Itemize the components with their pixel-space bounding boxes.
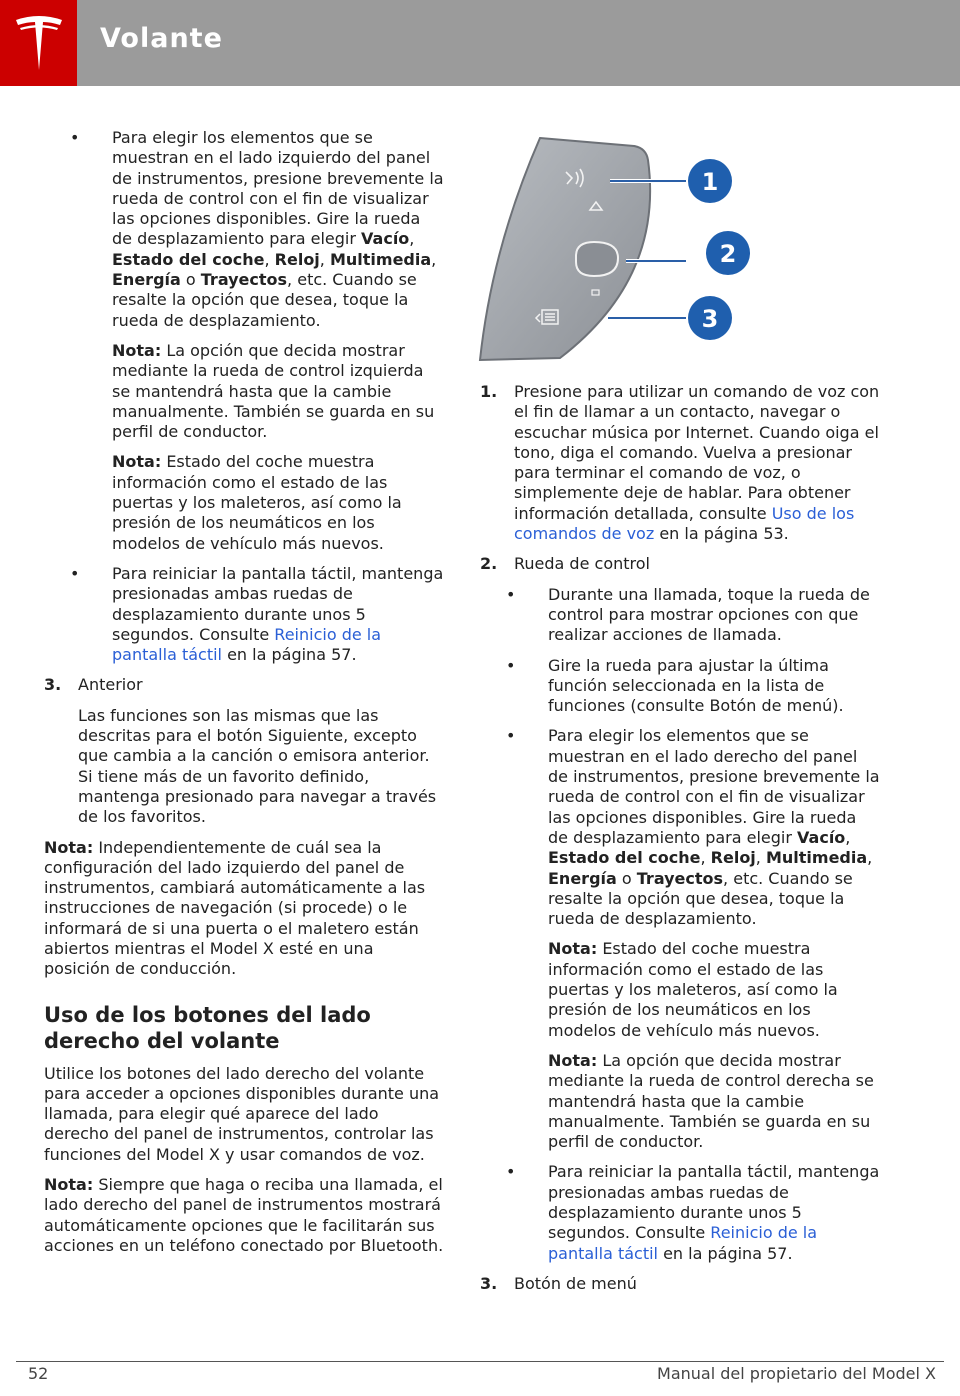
touchscreen-reset-link[interactable]: Reinicio de la pantalla táctil [548, 1223, 818, 1263]
list-item: • Para reiniciar la pantalla táctil, mantenga presionadas ambas ruedas de desplazamiento durante unos 5 segundos. Consulte Reinicio de la pantalla táctil en la página 57. [506, 1162, 880, 1263]
callout-1-label: 1 [701, 168, 719, 196]
control-wheel [576, 242, 618, 276]
list-item: • Para elegir los elementos que se muestran en el lado derecho del panel de instrumentos, presione brevemente la rueda de control con el fin de visualizar las opciones disponibles. Gire la rueda de desplazamiento para elegir Vacío, Estado del coche, Reloj, Multimedia, Energía o Trayectos, etc. Cuando se resalte la opción que desea, toque la rueda de desplazamiento. [506, 726, 880, 929]
touchscreen-reset-link[interactable]: Reinicio de la pantalla táctil [112, 624, 382, 665]
note: Nota: Independientemente de cuál sea la configuración del lado izquierdo del panel de instrumentos, cambiará automáticamente a las instrucciones de navegación (si procede) o le informará de si una puerta o el maletero están abiertos mientras el Model X esté en una posición de conducción. [44, 837, 426, 979]
paragraph: Las funciones son las mismas que las descritas para el botón Siguiente, excepto que cambia a la canción o emisora anterior. Si tiene más de un favorito definido, mantenga presionado para navegar a través de los favoritos. [78, 705, 437, 827]
paragraph: Utilice los botones del lado derecho del volante para acceder a opciones disponibles durante una llamada, para elegir qué aparece del lado derecho del panel de instrumentos, controlar las funciones del Model X y usar comandos de voz. [44, 1063, 440, 1164]
footer-divider [16, 1361, 944, 1362]
note: Nota: La opción que decida mostrar mediante la rueda de control derecha se mantendrá hasta que la cambie manualmente. También se guarda en su perfil de conductor. [548, 1050, 874, 1152]
footer-title: Manual del propietario del Model X [657, 1364, 936, 1383]
bullet-icon: • [506, 584, 516, 604]
list-item: • Para reiniciar la pantalla táctil, mantenga presionadas ambas ruedas de desplazamiento durante unos 5 segundos. Consulte Reinicio de la pantalla táctil en la página 57. [70, 563, 444, 665]
bullet-icon: • [70, 128, 80, 147]
tesla-logo [0, 0, 77, 86]
note: Nota: Estado del coche muestra información como el estado de las puertas y los maleteros, así como la presión de los neumáticos en los modelos de vehículo más nuevos. [112, 452, 402, 553]
callout-3-label: 3 [701, 305, 719, 333]
right-column [480, 128, 880, 1304]
list-item: • Para elegir los elementos que se muestran en el lado izquierdo del panel de instrumentos, presione brevemente la rueda de control con el fin de visualizar las opciones disponibles. Gire la rueda de desplazamiento para elegir Vacío, Estado del coche, Reloj, Multimedia, Energía o Trayectos, etc. Cuando se resalte la opción que desea, toque la rueda de desplazamiento. [70, 128, 444, 330]
steering-wheel-diagram [478, 128, 778, 364]
numbered-item: 3. Botón de menú [480, 1273, 637, 1293]
left-column [44, 128, 444, 1266]
page-title: Volante [100, 23, 223, 54]
callout-2-label: 2 [719, 240, 737, 268]
bullet-icon: • [506, 726, 516, 746]
note: Nota: Estado del coche muestra información como el estado de las puertas y los maleteros, así como la presión de los neumáticos en los modelos de vehículo más nuevos. [548, 939, 838, 1040]
tesla-logo-icon [14, 14, 64, 72]
list-item: • Durante una llamada, toque la rueda de control para mostrar opciones con que realizar acciones de llamada. [506, 584, 870, 645]
steering-pad [480, 138, 650, 360]
page-number: 52 [28, 1364, 49, 1383]
bullet-icon: • [506, 655, 516, 675]
numbered-item: 1. Presione para utilizar un comando de voz con el fin de llamar a un contacto, navegar o escuchar música por Internet. Cuando oiga el tono, diga el comando. Vuelva a presionar para terminar el comando de voz, o simplemente deje de hablar. Para obtener información detallada, consulte Uso de los comandos de voz en la página 53. [480, 382, 880, 544]
bullet-icon: • [70, 563, 80, 583]
section-heading: Uso de los botones del lado derecho del volante [44, 1002, 371, 1053]
list-item: • Gire la rueda para ajustar la última función seleccionada en la lista de funciones (consulte Botón de menú). [506, 655, 844, 716]
note: Nota: La opción que decida mostrar mediante la rueda de control izquierda se mantendrá hasta que la cambie manualmente. También se guarda en su perfil de conductor. [112, 340, 435, 442]
voice-commands-link[interactable]: Uso de los comandos de voz [514, 503, 855, 544]
note: Nota: Siempre que haga o reciba una llamada, el lado derecho del panel de instrumentos mostrará automáticamente opciones que le facilitarán sus acciones en un teléfono conectado por Bluetooth. [44, 1175, 444, 1255]
numbered-item: 3. Anterior [44, 675, 143, 695]
page-header [0, 0, 960, 86]
bullet-icon: • [506, 1162, 516, 1182]
numbered-item: 2. Rueda de control [480, 554, 650, 574]
